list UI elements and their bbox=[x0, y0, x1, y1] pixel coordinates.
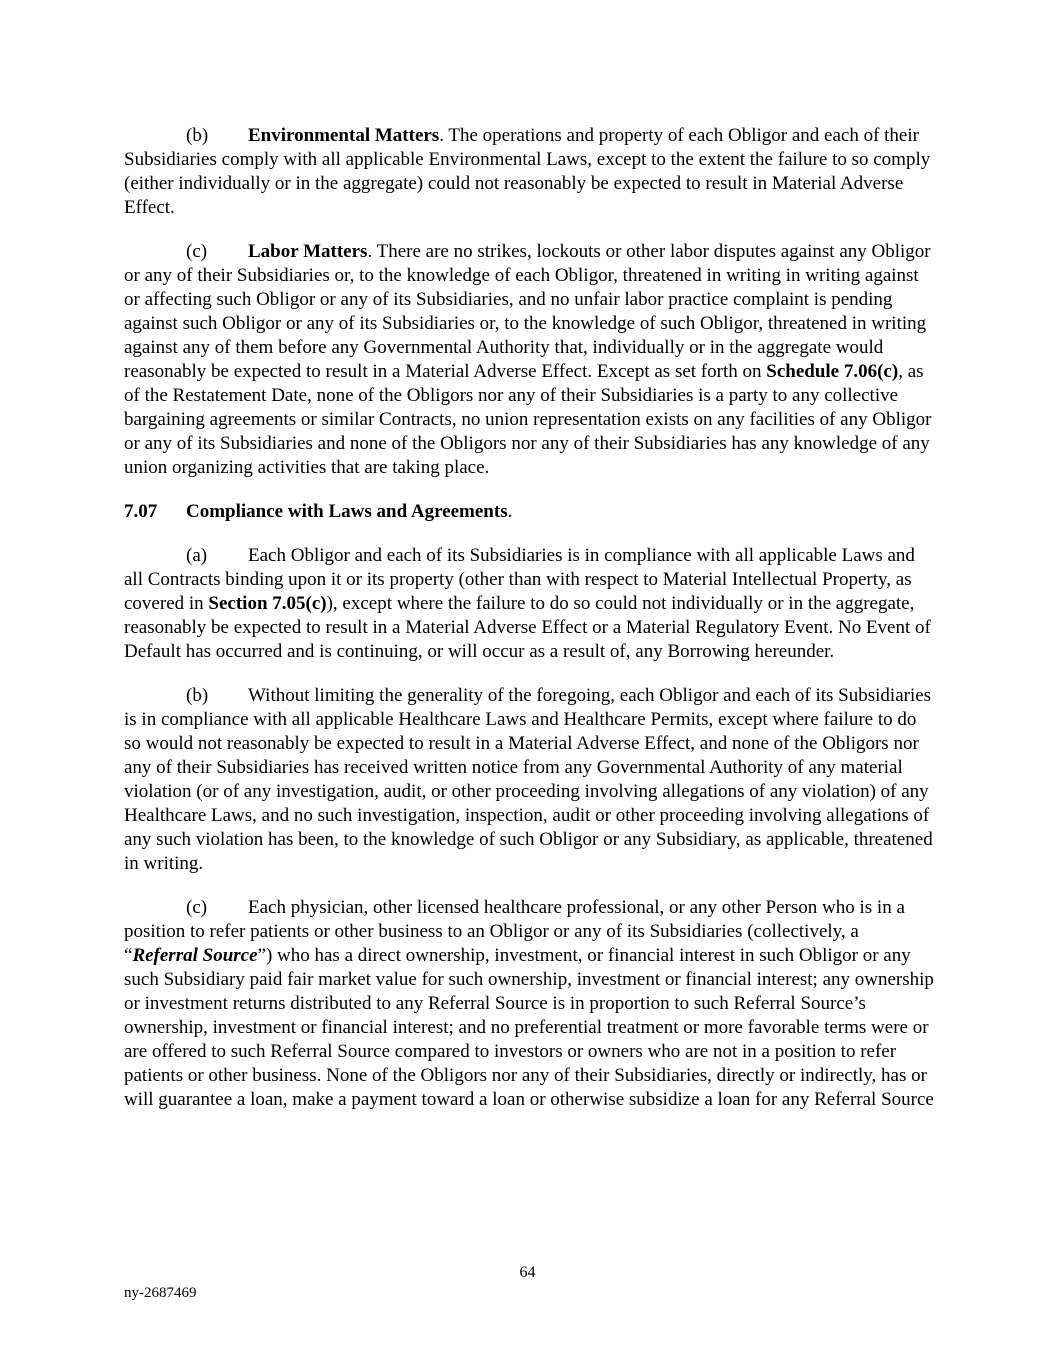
paragraph-compliance-c bbox=[124, 896, 936, 1112]
paragraph-text: , as of the Restatement Date, none of the Obligors nor any of their Subsidiaries is a party to any collective bargaining agreements or similar Contracts, no union representation exists on any facilities of any Obligor or any of its Subsidiaries and none of the Obligors nor any of their Subsidiaries has any knowledge of any union organizing activities that are taking place. bbox=[124, 361, 932, 478]
section-reference: Section 7.05(c) bbox=[208, 593, 327, 614]
paragraph-labor-matters bbox=[124, 240, 936, 480]
section-title: Compliance with Laws and Agreements bbox=[186, 501, 508, 522]
paragraph-text: There are no strikes, lockouts or other labor disputes against any Obligor or any of their Subsidiaries or, to the knowledge of each Obligor, threatened in writing in writing against or affecting such Obligor or any of its Subsidiaries, and no unfair labor practice complaint is pending against such Obligor or any of its Subsidiaries or, to the knowledge of such Obligor, threatened in writing against any of them before any Governmental Authority that, individually or in the aggregate would reasonably be expected to result in a Material Adverse Effect. Except as set forth on bbox=[124, 241, 931, 382]
section-number: 7.07 bbox=[124, 501, 158, 522]
section-title-punctuation: . bbox=[507, 501, 513, 522]
paragraph-environmental-matters bbox=[124, 124, 936, 220]
paragraph-text: ), except where the failure to do so could not individually or in the aggregate, reasonably be expected to result in a Material Adverse Effect or a Material Regulatory Event. No Event of Default has occurred and is continuing, or will occur as a result of, any Borrowing hereunder. bbox=[124, 593, 931, 662]
heading-punctuation: . bbox=[439, 125, 444, 146]
paragraph-text: ”) who has a direct ownership, investment, or financial interest in such Obligor or any such Subsidiary paid fair market value for such ownership, investment or financial interest; any ownership or investment returns distributed to any Referral Source is in proportion to such Referral Source’s ownership, investment or financial interest; and no preferential treatment or more favorable terms were or are offered to such Referral Source compared to investors or owners who are not in a position to refer patients or other business. None of the Obligors nor any of their Subsidiaries, directly or indirectly, has or will guarantee a loan, make a payment toward a loan or otherwise subsidize a loan for any Referral Source bbox=[124, 945, 934, 1110]
paragraph-marker: (a) bbox=[186, 545, 208, 566]
paragraph-heading: Labor Matters bbox=[248, 241, 368, 262]
paragraph-marker: (b) bbox=[186, 125, 209, 146]
paragraph-marker: (c) bbox=[186, 241, 208, 262]
paragraph-text: The operations and property of each Obligor and each of their Subsidiaries comply with all applicable Environmental Laws, except to the extent the failure to so comply (either individually or in the aggregate) could not reasonably be expected to result in Material Adverse Effect. bbox=[124, 125, 931, 218]
paragraph-marker: (c) bbox=[186, 897, 208, 918]
paragraph-text: Each physician, other licensed healthcare professional, or any other Person who is in a position to refer patients or other business to an Obligor or any of its Subsidiaries (collectively, a “ bbox=[124, 897, 905, 966]
defined-term: Referral Source bbox=[132, 945, 258, 966]
document-body bbox=[124, 124, 936, 1132]
paragraph-marker: (b) bbox=[186, 685, 209, 706]
document-id: ny-2687469 bbox=[124, 1285, 197, 1301]
paragraph-compliance-b bbox=[124, 684, 936, 876]
section-heading-7-07 bbox=[124, 500, 936, 524]
heading-punctuation: . bbox=[367, 241, 373, 262]
page-number: 64 bbox=[519, 1264, 536, 1281]
paragraph-compliance-a bbox=[124, 544, 936, 664]
schedule-reference: Schedule 7.06(c) bbox=[766, 361, 899, 382]
paragraph-heading: Environmental Matters bbox=[248, 125, 440, 146]
paragraph-text: Each Obligor and each of its Subsidiaries is in compliance with all applicable Laws and all Contracts binding upon it or its property (other than with respect to Material Intellectual Property, as covered in bbox=[124, 545, 915, 614]
paragraph-text: Without limiting the generality of the foregoing, each Obligor and each of its Subsidiaries is in compliance with all applicable Healthcare Laws and Healthcare Permits, except where failure to do so would not reasonably be expected to result in a Material Adverse Effect, and none of the Obligors nor any of their Subsidiaries has received written notice from any Governmental Authority of any material violation (or of any investigation, audit, or other proceeding involving allegations of any violation) of any Healthcare Laws, and no such investigation, inspection, audit or other proceeding involving allegations of any such violation has been, to the knowledge of such Obligor or any Subsidiary, as applicable, threatened in writing. bbox=[124, 685, 933, 874]
